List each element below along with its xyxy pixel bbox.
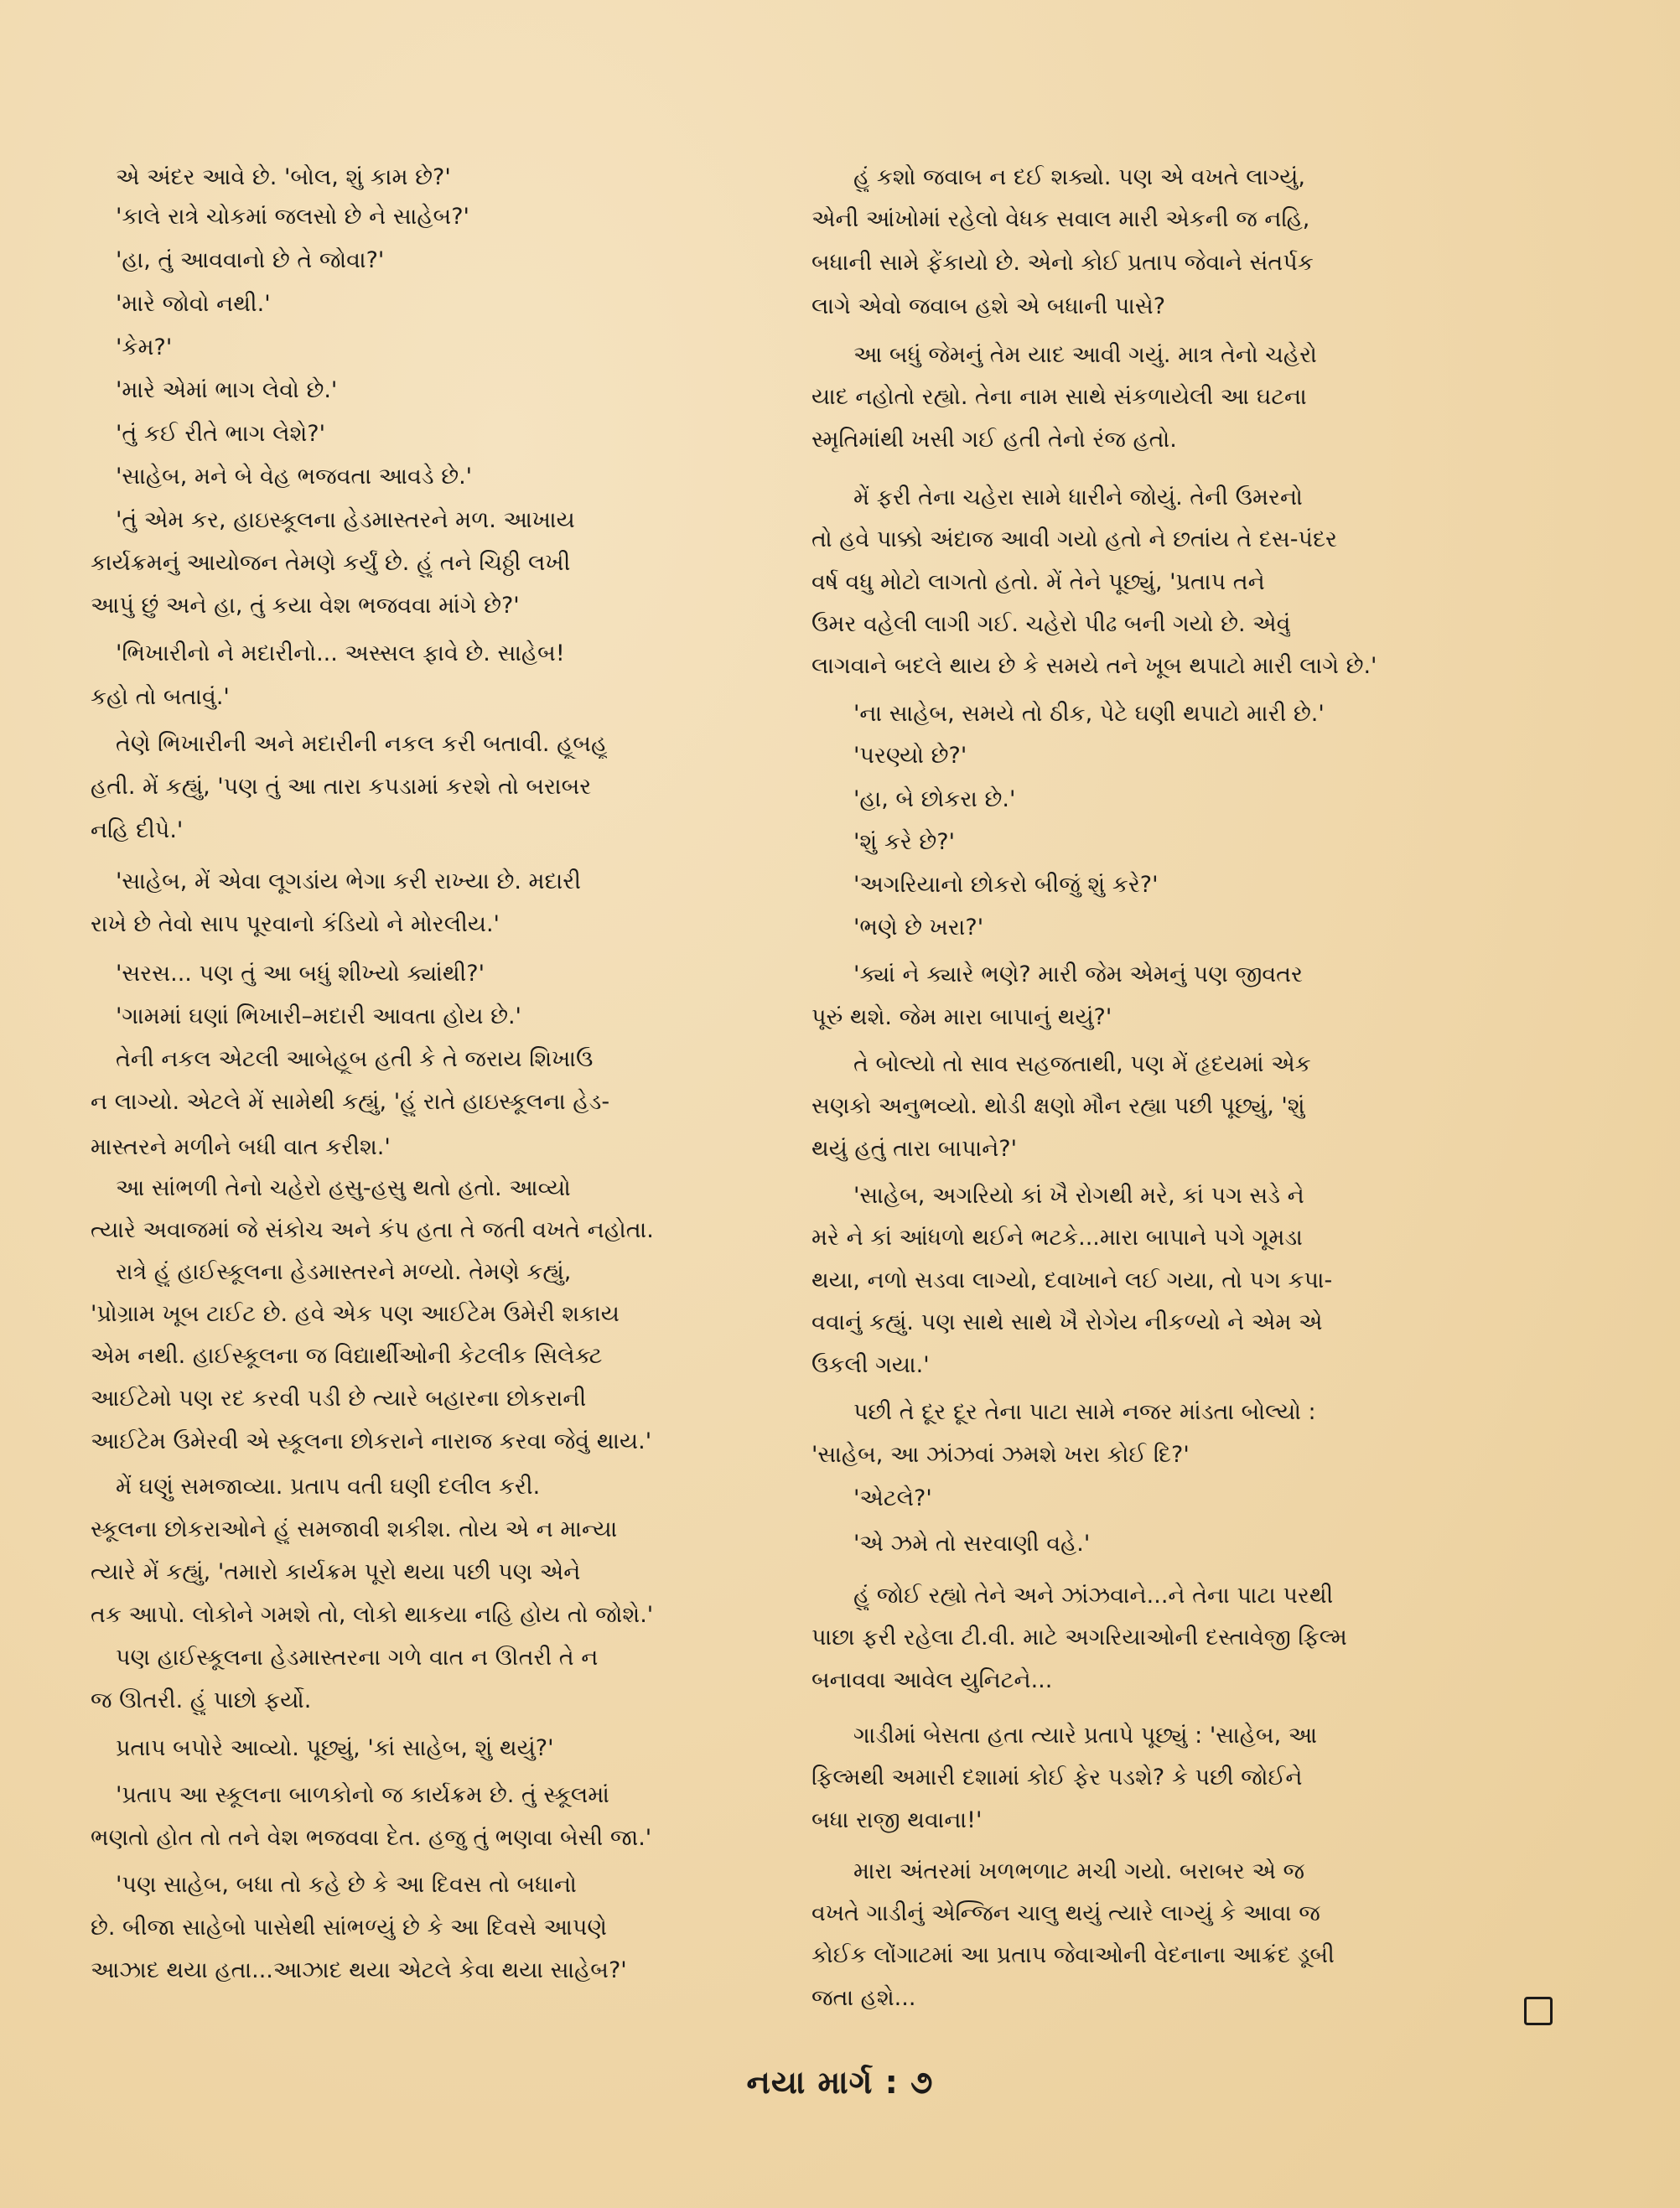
right-column-line: 'હા, બે છોકરા છે.' [853, 786, 1016, 812]
right-column-line: થયું હતું તારા બાપાને?' [811, 1136, 1018, 1162]
left-column-line: મેં ઘણું સમજાવ્યા. પ્રતાપ વતી ઘણી દલીલ કરી. [116, 1474, 541, 1500]
right-column-line: ગાડીમાં બેસતા હતા ત્યારે પ્રતાપે પૂછ્યું : 'સાહેબ, આ [853, 1723, 1318, 1749]
left-column-line: 'સાહેબ, મને બે વેહ ભજવતા આવડે છે.' [116, 464, 473, 490]
right-column-line: મારા અંતરમાં ખળભળાટ મચી ગયો. બરાબર એ જ [853, 1858, 1305, 1884]
right-column-line: એની આંખોમાં રહેલો વેધક સવાલ મારી એકની જ નહિ, [811, 206, 1310, 232]
right-column-line: ઉકલી ગયા.' [811, 1352, 930, 1378]
right-column-line: ઉંમર વહેલી લાગી ગઈ. ચહેરો પીઢ બની ગયો છે. એવું [811, 611, 1291, 637]
left-column-line: 'પણ સાહેબ, બધા તો કહે છે કે આ દિવસ તો બધાનો [116, 1872, 577, 1898]
right-column-line: વવાનું કહ્યું. પણ સાથે સાથે ખૈ રોગેય નીકળ્યો ને એમ એ [811, 1309, 1323, 1335]
left-column-line: રાખે છે તેવો સાપ પૂરવાનો કંડિયો ને મોરલીય.' [91, 911, 500, 937]
left-column-line: તેણે ભિખારીની અને મદારીની નકલ કરી બતાવી. હૂબહૂ [116, 731, 608, 757]
right-column-line: તે બોલ્યો તો સાવ સહજતાથી, પણ મેં હૃદયમાં એક [853, 1051, 1311, 1077]
right-column-line: વર્ષ વધુ મોટો લાગતો હતો. મેં તેને પૂછ્યું, 'પ્રતાપ તને [811, 569, 1265, 595]
left-column-line: સ્કૂલના છોકરાઓને હું સમજાવી શકીશ. તોય એ ન માન્યા [91, 1516, 618, 1542]
left-column-line: પ્રતાપ બપોરે આવ્યો. પૂછ્યું, 'કાં સાહેબ, શું થયું?' [116, 1735, 554, 1761]
left-column-line: કહો તો બતાવું.' [91, 684, 230, 710]
right-column-line: બધા રાજી થવાના!' [811, 1807, 983, 1833]
right-column-line: જતા હશે... [811, 1985, 916, 2011]
left-column-line: હતી. મેં કહ્યું, 'પણ તું આ તારા કપડામાં કરશે તો બરાબર [91, 774, 592, 800]
left-column-line: નહિ દીપે.' [91, 817, 184, 843]
right-column-line: પાછા ફરી રહેલા ટી.વી. માટે અગરિયાઓની દસ્તાવેજી ફિલ્મ [811, 1625, 1347, 1651]
left-column-line: 'કાલે રાત્રે ચોકમાં જલસો છે ને સાહેબ?' [116, 204, 469, 230]
right-column-line: 'શું કરે છે?' [853, 829, 956, 855]
right-column-line: બધાની સામે ફેંકાયો છે. એનો કોઈ પ્રતાપ જેવાને સંતર્પક [811, 250, 1314, 276]
story-end-mark [1524, 1997, 1553, 2025]
left-column-line: 'તું એમ કર, હાઇસ્કૂલના હેડમાસ્તરને મળ. આખાય [116, 507, 575, 533]
left-column-line: ત્યારે અવાજમાં જે સંકોચ અને કંપ હતા તે જતી વખતે નહોતા. [91, 1217, 654, 1243]
left-column-line: 'મારે જોવો નથી.' [116, 291, 271, 317]
right-column-line: પૂરું થશે. જેમ મારા બાપાનું થયું?' [811, 1004, 1112, 1030]
right-column-line: 'ક્યાં ને ક્યારે ભણે? મારી જેમ એમનું પણ જીવતર [853, 961, 1304, 987]
right-column-line: 'ના સાહેબ, સમયે તો ઠીક, પેટે ઘણી થપાટો મારી છે.' [853, 701, 1325, 727]
right-column-line: આ બધું જેમનું તેમ યાદ આવી ગયું. માત્ર તેનો ચહેરો [853, 342, 1317, 368]
left-column-line: ત્યારે મેં કહ્યું, 'તમારો કાર્યક્રમ પૂરો થયા પછી પણ એને [91, 1559, 581, 1585]
right-column-line: મરે ને કાં આંધળો થઈને ભટકે...મારા બાપાને પગે ગૂમડા [811, 1225, 1303, 1251]
right-column-line: પછી તે દૂર દૂર તેના પાટા સામે નજર માંડતા બોલ્યો : [853, 1399, 1316, 1425]
left-column-line: આઈટેમ ઉમેરવી એ સ્કૂલના છોકરાને નારાજ કરવા જેવું થાય.' [91, 1428, 652, 1454]
right-column-line: બનાવવા આવેલ યુનિટને... [811, 1667, 1053, 1693]
left-column-line: એ અંદર આવે છે. 'બોલ, શું કામ છે?' [116, 164, 451, 190]
left-column-line: 'સરસ... પણ તું આ બધું શીખ્યો ક્યાંથી?' [116, 961, 485, 987]
left-column-line: તક આપો. લોકોને ગમશે તો, લોકો થાકયા નહિ હોય તો જોશે.' [91, 1602, 654, 1628]
left-column-line: 'કેમ?' [116, 334, 173, 360]
right-column-line: સણકો અનુભવ્યો. થોડી ક્ષણો મૌન રહ્યા પછી પૂછ્યું, 'શું [811, 1093, 1305, 1119]
right-column-line: 'એટલે?' [853, 1485, 932, 1511]
left-column-line: છે. બીજા સાહેબો પાસેથી સાંભળ્યું છે કે આ દિવસે આપણે [91, 1915, 607, 1941]
right-column-line: લાગવાને બદલે થાય છે કે સમયે તને ખૂબ થપાટો મારી લાગે છે.' [811, 653, 1377, 679]
right-column-line: કોઈક લોંગાટમાં આ પ્રતાપ જેવાઓની વેદનાના આક્રંદ ડૂબી [811, 1942, 1335, 1968]
left-column-line: આ સાંભળી તેનો ચહેરો હસુ-હસુ થતો હતો. આવ્યો [116, 1175, 571, 1201]
left-column-line: 'ભિખારીનો ને મદારીનો... અસ્સલ ફાવે છે. સાહેબ! [116, 640, 565, 666]
right-column-line: યાદ નહોતો રહ્યો. તેના નામ સાથે સંકળાયેલી આ ઘટના [811, 384, 1307, 410]
left-column-line: ન લાગ્યો. એટલે મેં સામેથી કહ્યું, 'હું રાતે હાઇસ્કૂલના હેડ- [91, 1089, 610, 1115]
left-column-line: માસ્તરને મળીને બધી વાત કરીશ.' [91, 1134, 391, 1160]
right-column-line: 'ભણે છે ખરા?' [853, 915, 984, 941]
left-column-line: કાર્યક્રમનું આયોજન તેમણે કર્યું છે. હું તને ચિઠ્ઠી લખી [91, 550, 571, 576]
right-column-line: 'સાહેબ, આ ઝાંઝવાં ઝમશે ખરા કોઈ દિ?' [811, 1442, 1190, 1468]
left-column-line: 'સાહેબ, મેં એવા લૂગડાંય ભેગા કરી રાખ્યા છે. મદારી [116, 868, 581, 894]
left-column-line: 'ગામમાં ઘણાં ભિખારી–મદારી આવતા હોય છે.' [116, 1003, 521, 1029]
left-column-line: આપું છું અને હા, તું કયા વેશ ભજવવા માંગે છે?' [91, 593, 520, 619]
left-column-line: 'પ્રોગ્રામ ખૂબ ટાઈટ છે. હવે એક પણ આઈટેમ ઉમેરી શકાય [91, 1301, 620, 1327]
page-footer: નયા માર્ગ : ૭ [746, 2064, 934, 2101]
right-column-line: લાગે એવો જવાબ હશે એ બધાની પાસે? [811, 293, 1166, 319]
left-column-line: 'તું કઈ રીતે ભાગ લેશે?' [116, 421, 326, 447]
right-column-line: થયા, નળો સડવા લાગ્યો, દવાખાને લઈ ગયા, તો પગ કપા- [811, 1267, 1333, 1293]
left-column-line: પણ હાઈસ્કૂલના હેડમાસ્તરના ગળે વાત ન ઊતરી તે ન [116, 1645, 599, 1671]
right-column-line: સ્મૃતિમાંથી ખસી ગઈ હતી તેનો રંજ હતો. [811, 427, 1177, 453]
left-column-line: 'પ્રતાપ આ સ્કૂલના બાળકોનો જ કાર્યક્રમ છે. તું સ્કૂલમાં [116, 1782, 609, 1808]
left-column-line: 'હા, તું આવવાનો છે તે જોવા?' [116, 247, 385, 273]
left-column-line: રાત્રે હું હાઈસ્કૂલના હેડમાસ્તરને મળ્યો. તેમણે કહ્યું, [116, 1259, 572, 1285]
left-column-line: આઝાદ થયા હતા...આઝાદ થયા એટલે કેવા થયા સાહેબ?' [91, 1957, 627, 1983]
left-column-line: એમ નથી. હાઈસ્કૂલના જ વિદ્યાર્થીઓની કેટલીક સિલેક્ટ [91, 1343, 603, 1369]
right-column-line: 'અગરિયાનો છોકરો બીજું શું કરે?' [853, 872, 1159, 898]
right-column-line: તો હવે પાક્કો અંદાજ આવી ગયો હતો ને છતાંય તે દસ-પંદર [811, 526, 1338, 552]
right-column-line: વખતે ગાડીનું એન્જિન ચાલુ થયું ત્યારે લાગ્યું કે આવા જ [811, 1900, 1320, 1926]
right-column-line: 'સાહેબ, અગરિયો કાં ખૈ રોગથી મરે, કાં પગ સડે ને [853, 1183, 1304, 1209]
right-column-line: હું કશો જવાબ ન દઈ શક્યો. પણ એ વખતે લાગ્યું, [853, 164, 1305, 190]
right-column-line: મેં ફરી તેના ચહેરા સામે ધારીને જોયું. તેની ઉંમરનો [853, 485, 1303, 511]
left-column-line: 'મારે એમાં ભાગ લેવો છે.' [116, 377, 338, 403]
right-column-line: હું જોઈ રહ્યો તેને અને ઝાંઝવાને...ને તેના પાટા પરથી [853, 1583, 1334, 1609]
left-column-line: આઈટેમો પણ રદ કરવી પડી છે ત્યારે બહારના છોકરાની [91, 1386, 587, 1412]
left-column-line: ભણતો હોત તો તને વેશ ભજવવા દેત. હજુ તું ભણવા બેસી જા.' [91, 1825, 652, 1851]
left-column-line: જ ઊતરી. હું પાછો ફર્યો. [91, 1687, 312, 1713]
right-column-line: 'પરણ્યો છે?' [853, 743, 967, 769]
left-column-line: તેની નકલ એટલી આબેહૂબ હતી કે તે જરાય શિખાઉ [116, 1046, 594, 1072]
right-column-line: 'એ ઝમે તો સરવાણી વહે.' [853, 1531, 1091, 1557]
right-column-line: ફિલ્મથી અમારી દશામાં કોઈ ફેર પડશે? કે પછી જોઈને [811, 1765, 1303, 1791]
